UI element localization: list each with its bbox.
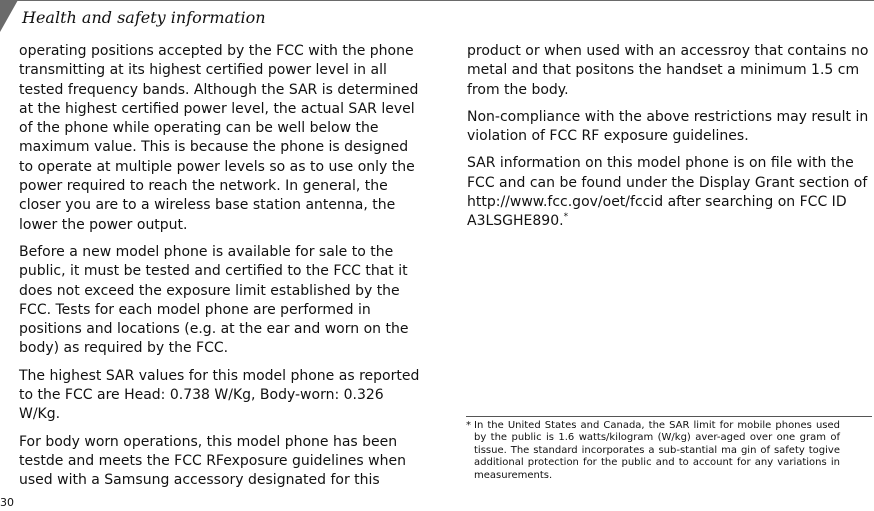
sar-information-text: SAR information on this model phone is on file with the FCC and can be found under the Display Grant section of http://www.fcc.gov/oet/fccid after searching on FCC ID A3LSGHE890. [467, 155, 868, 230]
left-column [19, 42, 423, 499]
paragraph-highest-sar-values: The highest SAR values for this model phone as reported to the FCC are Head: 0.738 W/Kg, Body-worn: 0.326 W/Kg. [19, 367, 420, 423]
section-title: Health and safety information [22, 8, 266, 27]
header-tab-marker [0, 0, 18, 32]
footnote [466, 420, 840, 482]
paragraph-sar-operating-positions: operating positions accepted by the FCC with the phone transmitting at its highest certified power level in all tested frequency bands. Although the SAR is determined at the highest certified power level, the actual SAR level of the phone while operating can be well below the maximum value. This is because the phone is designed to operate at multiple power levels so as to use only the power required to reach the network. In general, the closer you are to a wireless base station antenna, the lower the power output. [19, 43, 419, 233]
footnote-text: In the United States and Canada, the SAR limit for mobile phones used by the public is 1.6 watts/kilogram (W/kg) aver-aged over one gram of tissue. The standard incorporates a sub-stantial ma gin of safety togive additional protection for the public and to account for any variations in measurements. [474, 420, 840, 481]
right-column [467, 42, 872, 240]
header-rule [0, 0, 874, 1]
page-header [0, 0, 874, 36]
paragraph-accessory-requirements: product or when used with an accessroy that contains no metal and that positons the handset a minimum 1.5 cm from the body. [467, 43, 869, 98]
paragraph-sar-information [467, 154, 872, 231]
footnote-reference: * [563, 212, 569, 223]
paragraph-non-compliance: Non-compliance with the above restrictions may result in violation of FCC RF exposure guidelines. [467, 108, 869, 145]
footnote-marker: * [466, 420, 471, 431]
footnote-divider [466, 416, 872, 417]
paragraph-model-certification: Before a new model phone is available for sale to the public, it must be tested and certified to the FCC that it does not exceed the exposure limit established by the FCC. Tests for each model phone are performed in positions and locations (e.g. at the ear and worn on the body) as required by the FCC. [19, 243, 409, 357]
paragraph-body-worn-operations: For body worn operations, this model phone has been testde and meets the FCC RFexposure guidelines when used with a Samsung accessory designated for this [19, 433, 406, 489]
page-number: 30 [0, 496, 14, 509]
